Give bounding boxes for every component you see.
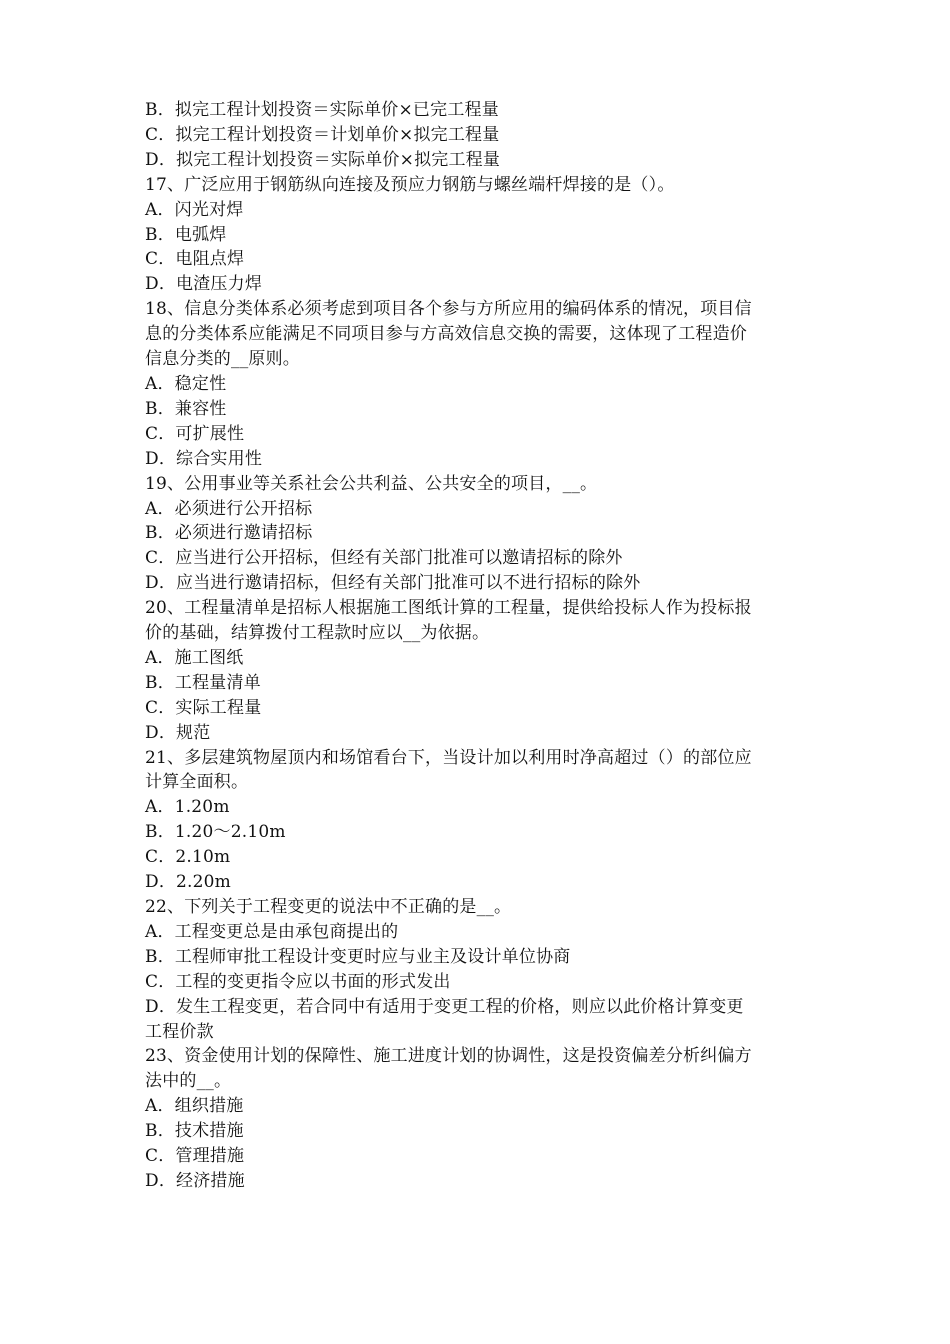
- option-d-22-line-2: 工程价款: [145, 1021, 214, 1042]
- option-c-18: C．可扩展性: [145, 423, 245, 444]
- option-a-20: A．施工图纸: [145, 647, 244, 668]
- question-18-line-2: 息的分类体系应能满足不同项目参与方高效信息交换的需要，这体现了工程造价: [145, 324, 747, 345]
- option-b-23: B．技术措施: [145, 1121, 244, 1142]
- option-d-17: D．电渣压力焊: [145, 274, 263, 295]
- option-b-20: B．工程量清单: [145, 672, 261, 693]
- option-c-23: C．管理措施: [145, 1146, 245, 1167]
- option-b-16: B．拟完工程计划投资＝实际单价×已完工程量: [145, 100, 499, 120]
- question-23-line-2: 法中的__。: [145, 1071, 232, 1092]
- option-b-21: B．1.20～2.10m: [145, 822, 286, 843]
- option-b-22: B．工程师审批工程设计变更时应与业主及设计单位协商: [145, 946, 571, 967]
- question-19: 19、公用事业等关系社会公共利益、公共安全的项目，__。: [145, 473, 598, 494]
- option-c-19: C．应当进行公开招标，但经有关部门批准可以邀请招标的除外: [145, 548, 623, 569]
- option-c-20: C．实际工程量: [145, 697, 262, 718]
- question-20-line-2: 价的基础，结算拨付工程款时应以__为依据。: [145, 623, 490, 644]
- option-c-17: C．电阻点焊: [145, 249, 245, 270]
- question-18-line-3: 信息分类的__原则。: [145, 349, 300, 370]
- option-a-22: A．工程变更总是由承包商提出的: [145, 921, 399, 942]
- question-20-line-1: 20、工程量清单是招标人根据施工图纸计算的工程量，提供给投标人作为投标报: [145, 598, 752, 619]
- option-a-23: A．组织措施: [145, 1096, 244, 1117]
- option-d-18: D．综合实用性: [145, 448, 263, 469]
- option-a-19: A．必须进行公开招标: [145, 498, 313, 519]
- question-21-line-1: 21、多层建筑物屋顶内和场馆看台下，当设计加以利用时净高超过（）的部位应: [145, 747, 752, 768]
- option-c-21: C．2.10m: [145, 847, 231, 868]
- option-d-20: D．规范: [145, 722, 211, 743]
- option-b-19: B．必须进行邀请招标: [145, 523, 313, 544]
- question-22: 22、下列关于工程变更的说法中不正确的是__。: [145, 897, 512, 917]
- option-c-22: C．工程的变更指令应以书面的形式发出: [145, 971, 451, 992]
- option-d-16: D．拟完工程计划投资＝实际单价×拟完工程量: [145, 149, 501, 170]
- option-a-17: A．闪光对焊: [145, 199, 244, 220]
- option-d-21: D．2.20m: [145, 872, 232, 893]
- option-d-19: D．应当进行邀请招标，但经有关部门批准可以不进行招标的除外: [145, 573, 641, 594]
- option-c-16: C．拟完工程计划投资＝计划单价×拟完工程量: [145, 124, 500, 145]
- question-18-line-1: 18、信息分类体系必须考虑到项目各个参与方所应用的编码体系的情况，项目信: [145, 299, 752, 320]
- option-b-17: B．电弧焊: [145, 224, 227, 245]
- option-a-21: A．1.20m: [145, 797, 230, 818]
- option-d-23: D．经济措施: [145, 1170, 245, 1191]
- document-page: [145, 98, 825, 1194]
- option-b-18: B．兼容性: [145, 398, 227, 419]
- option-a-18: A．稳定性: [145, 373, 227, 394]
- question-17: 17、广泛应用于钢筋纵向连接及预应力钢筋与螺丝端杆焊接的是（）。: [145, 174, 675, 195]
- question-21-line-2: 计算全面积。: [145, 772, 249, 793]
- question-23-line-1: 23、资金使用计划的保障性、施工进度计划的协调性，这是投资偏差分析纠偏方: [145, 1046, 752, 1067]
- option-d-22-line-1: D．发生工程变更，若合同中有适用于变更工程的价格，则应以此价格计算变更: [145, 996, 744, 1017]
